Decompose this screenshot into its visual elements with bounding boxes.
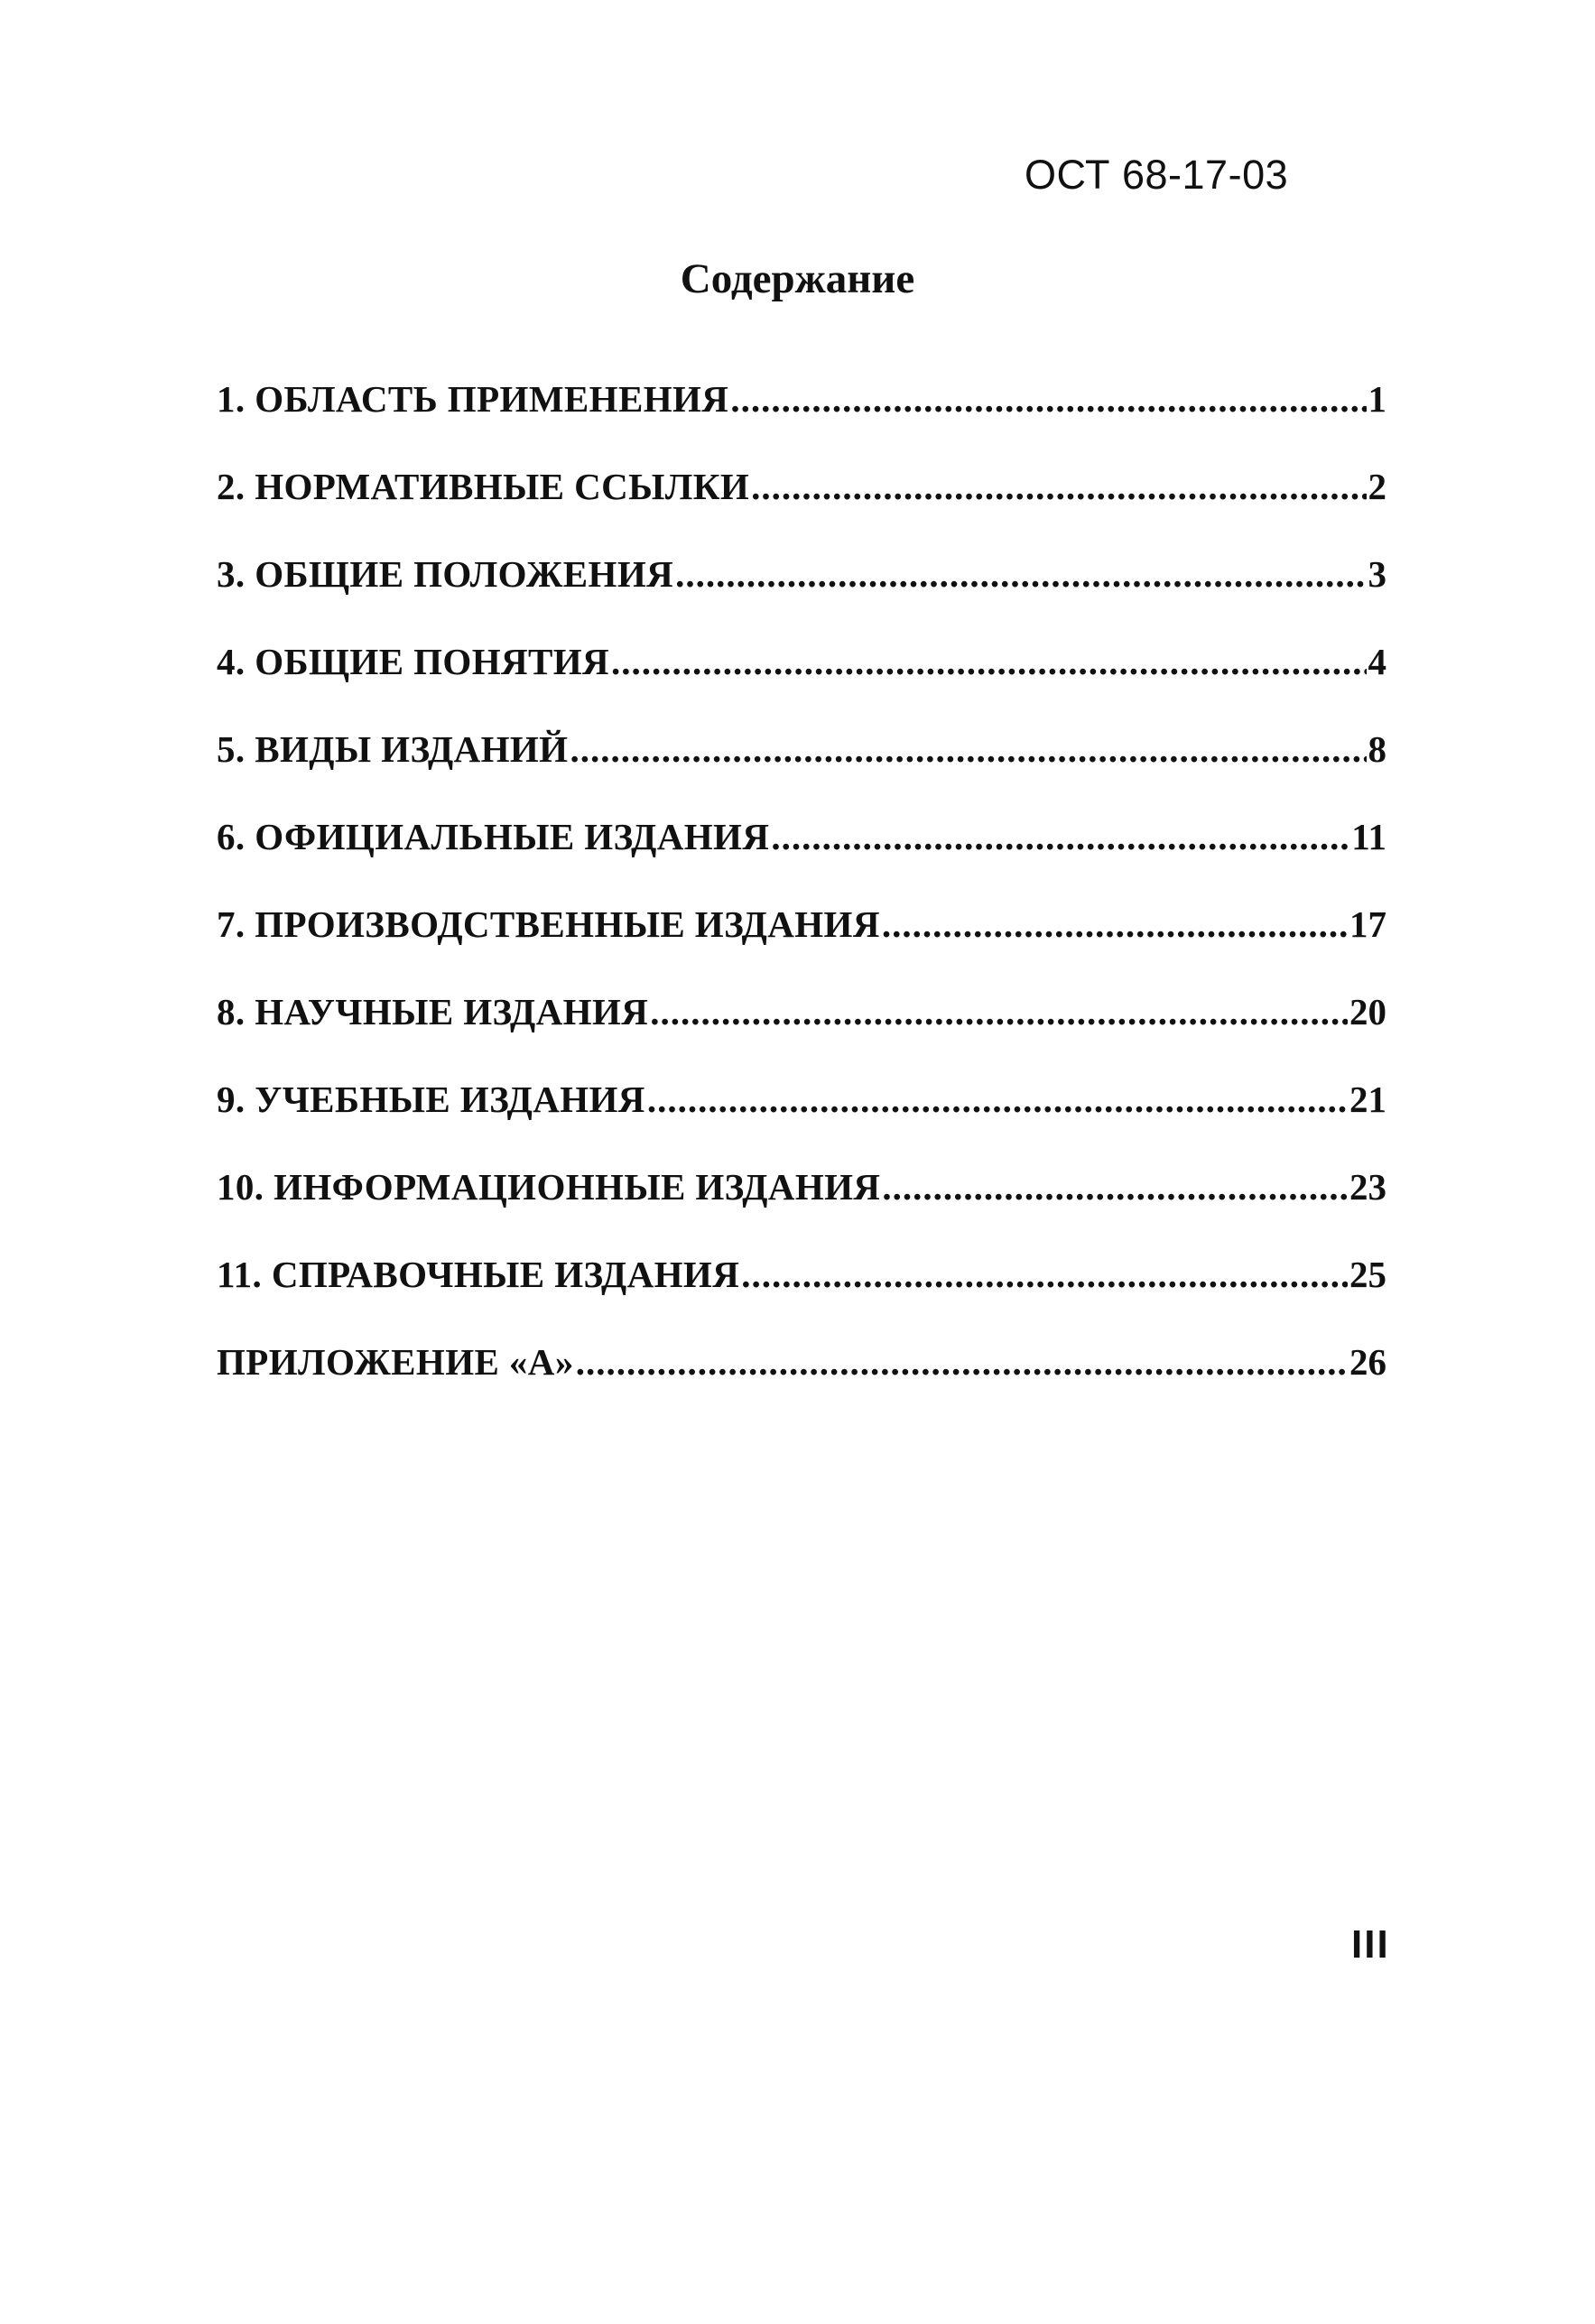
toc-dot-leader [611,640,1366,683]
toc-entry-page: 1 [1368,378,1386,420]
toc-entry-page: 3 [1368,553,1386,595]
toc-entry-title: 10. ИНФОРМАЦИОННЫЕ ИЗДАНИЯ [217,1166,881,1208]
toc-entry-title: 7. ПРОИЗВОДСТВЕННЫЕ ИЗДАНИЯ [217,903,880,945]
toc-dot-leader [882,1165,1348,1208]
toc-entry-title: 5. ВИДЫ ИЗДАНИЙ [217,728,569,770]
document-code: ОСТ 68-17-03 [1025,152,1289,198]
toc-dot-leader [576,1340,1348,1384]
toc-entry-title: 11. СПРАВОЧНЫЕ ИЗДАНИЯ [217,1254,740,1295]
toc-dot-leader [882,903,1348,946]
toc-entry [217,377,1386,465]
page-number: III [1351,1922,1390,1967]
toc-entry-page: 2 [1368,466,1386,507]
toc-title: Содержание [680,255,915,302]
toc-entry-page: 17 [1349,903,1386,945]
toc-entry-title: 9. УЧЕБНЫЕ ИЗДАНИЯ [217,1079,645,1120]
toc-dot-leader [730,377,1366,421]
toc-entry-page: 25 [1349,1254,1386,1295]
toc-dot-leader [741,1253,1348,1296]
toc-entry [217,990,1386,1078]
toc-entry-page: 4 [1368,641,1386,682]
toc-entry-title: 8. НАУЧНЫЕ ИЗДАНИЯ [217,991,649,1032]
toc-entry-page: 8 [1368,728,1386,770]
toc-dot-leader [570,727,1366,771]
toc-entry-title: 1. ОБЛАСТЬ ПРИМЕНЕНИЯ [217,378,729,420]
toc-dot-leader [771,815,1349,858]
toc-dot-leader [675,552,1366,596]
toc-entry [217,552,1386,640]
toc-dot-leader [751,465,1366,508]
toc-dot-leader [650,990,1348,1033]
toc-entry-title: 3. ОБЩИЕ ПОЛОЖЕНИЯ [217,553,674,595]
toc-entry [217,815,1386,903]
toc-entry [217,640,1386,727]
toc-entry-page: 21 [1349,1079,1386,1120]
toc-entry [217,1253,1386,1340]
toc-entry [217,1340,1386,1428]
toc-dot-leader [647,1078,1348,1121]
toc-entry-page: 11 [1351,816,1386,857]
toc-entry [217,1165,1386,1253]
toc-entry [217,727,1386,815]
toc-entry-title: ПРИЛОЖЕНИЕ «А» [217,1341,574,1383]
toc-entry-title: 2. НОРМАТИВНЫЕ ССЫЛКИ [217,466,750,507]
toc-list [217,377,1386,1428]
toc-entry [217,903,1386,990]
toc-entry-title: 4. ОБЩИЕ ПОНЯТИЯ [217,641,610,682]
toc-entry-page: 20 [1349,991,1386,1032]
toc-entry [217,1078,1386,1165]
toc-entry [217,465,1386,552]
toc-entry-page: 26 [1349,1341,1386,1383]
toc-entry-title: 6. ОФИЦИАЛЬНЫЕ ИЗДАНИЯ [217,816,770,857]
toc-entry-page: 23 [1349,1166,1386,1208]
